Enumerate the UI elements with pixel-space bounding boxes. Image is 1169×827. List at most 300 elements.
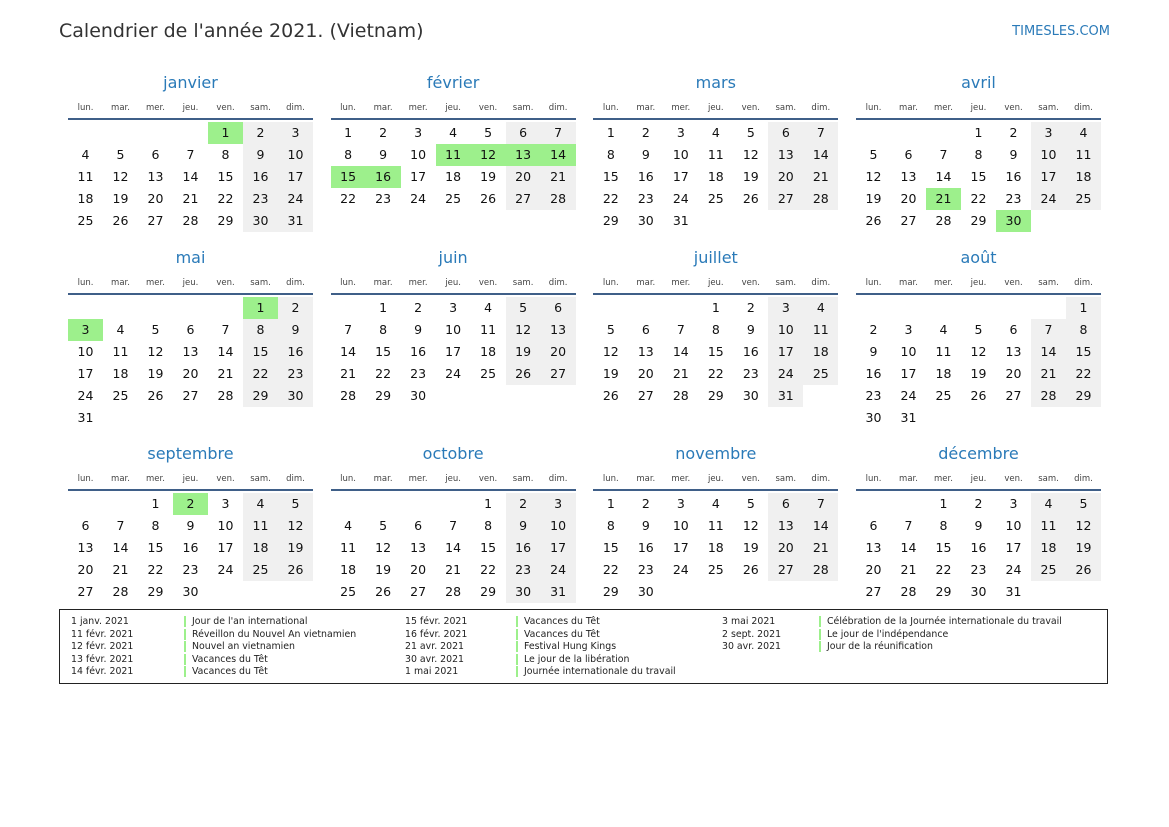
day-cell: 27 [410, 584, 427, 599]
day-cell: 8 [151, 518, 160, 533]
day-cell: 17 [550, 540, 567, 555]
day-cell: 19 [970, 366, 987, 381]
day-cell: 9 [186, 518, 195, 533]
weekday-label: dim. [811, 103, 831, 113]
day-cell: 1 [939, 496, 948, 511]
month-mai [68, 248, 313, 428]
day-cell: 23 [637, 191, 654, 206]
day-cell: 8 [484, 518, 493, 533]
day-cell: 23 [375, 191, 392, 206]
day-cell: 3 [1044, 125, 1053, 140]
day-cell: 25 [445, 191, 462, 206]
day-cell: 6 [641, 322, 650, 337]
day-cell: 28 [340, 388, 357, 403]
day-cell: 28 [1040, 388, 1057, 403]
day-cell: 20 [550, 344, 567, 359]
weekday-label: lun. [865, 103, 882, 113]
legend-holiday-name: Le jour de la libération [516, 654, 629, 665]
day-cell: 7 [554, 125, 563, 140]
day-cell: 10 [1040, 147, 1057, 162]
weekday-label: ven. [478, 278, 498, 288]
day-cell: 17 [410, 169, 427, 184]
day-cell: 19 [375, 562, 392, 577]
day-cell: 20 [637, 366, 654, 381]
weekday-label: mer. [146, 474, 165, 484]
day-cell: 26 [602, 388, 619, 403]
day-cell: 15 [147, 540, 164, 555]
day-cell: 10 [672, 147, 689, 162]
day-cell: 13 [637, 344, 654, 359]
holiday-day-cell: 2 [173, 493, 208, 515]
day-cell: 22 [707, 366, 724, 381]
day-cell: 24 [672, 562, 689, 577]
day-cell: 29 [147, 584, 164, 599]
holiday-day-cell: 11 [436, 144, 471, 166]
day-cell: 9 [869, 344, 878, 359]
header-rule [856, 293, 1101, 295]
weekday-header [593, 278, 838, 292]
day-cell: 8 [1079, 322, 1088, 337]
day-cell: 4 [256, 496, 265, 511]
day-cell: 25 [1075, 191, 1092, 206]
day-cell: 17 [287, 169, 304, 184]
holiday-legend [59, 609, 1108, 684]
day-cell: 10 [410, 147, 427, 162]
day-cell: 14 [935, 169, 952, 184]
legend-item [71, 629, 451, 642]
day-cell: 28 [812, 562, 829, 577]
weekday-label: jeu. [970, 103, 987, 113]
day-cell: 25 [812, 366, 829, 381]
day-cell: 2 [641, 496, 650, 511]
day-cell: 10 [900, 344, 917, 359]
day-cell: 7 [816, 496, 825, 511]
legend-date: 15 févr. 2021 [405, 616, 468, 627]
weekday-label: mar. [111, 278, 130, 288]
day-cell: 15 [970, 169, 987, 184]
weekday-label: dim. [1074, 474, 1093, 484]
day-cell: 19 [1075, 540, 1092, 555]
month-name: mars [695, 73, 736, 92]
day-cell: 11 [77, 169, 94, 184]
day-cell: 26 [375, 584, 392, 599]
day-cell: 2 [519, 496, 528, 511]
weekday-label: lun. [77, 474, 94, 484]
day-cell: 30 [410, 388, 427, 403]
weekday-label: sam. [512, 474, 534, 484]
day-cell: 29 [602, 213, 619, 228]
day-cell: 2 [641, 125, 650, 140]
weekday-label: lun. [340, 278, 357, 288]
day-cell: 9 [291, 322, 300, 337]
header-rule [68, 489, 313, 491]
weekday-label: dim. [286, 278, 305, 288]
day-cell: 15 [935, 540, 952, 555]
day-cell: 21 [340, 366, 357, 381]
day-cell: 14 [812, 518, 829, 533]
month-juillet [593, 248, 838, 428]
day-cell: 7 [1044, 322, 1053, 337]
weekday-label: mar. [636, 278, 656, 288]
day-cell: 5 [746, 125, 755, 140]
day-cell: 6 [869, 518, 878, 533]
weekday-header [856, 278, 1101, 292]
day-cell: 15 [602, 540, 619, 555]
weekday-label: lun. [865, 278, 882, 288]
day-cell: 24 [672, 191, 689, 206]
day-cell: 19 [602, 366, 619, 381]
day-cell: 22 [970, 191, 987, 206]
day-cell: 27 [147, 213, 164, 228]
day-cell: 18 [112, 366, 129, 381]
weekday-label: jeu. [445, 278, 461, 288]
weekday-label: mar. [111, 474, 130, 484]
day-cell: 25 [1040, 562, 1057, 577]
day-cell: 28 [217, 388, 234, 403]
day-cell: 28 [935, 213, 952, 228]
legend-item [405, 666, 785, 679]
day-cell: 28 [550, 191, 567, 206]
day-cell: 28 [182, 213, 199, 228]
day-cell: 11 [112, 344, 129, 359]
day-cell: 31 [550, 584, 567, 599]
day-cell: 13 [900, 169, 917, 184]
day-cell: 30 [287, 388, 304, 403]
weekday-label: mar. [899, 278, 918, 288]
day-cell: 4 [711, 496, 720, 511]
day-cell: 8 [256, 322, 265, 337]
weekday-label: sam. [775, 278, 797, 288]
day-cell: 20 [865, 562, 882, 577]
day-cell: 14 [812, 147, 829, 162]
month-janvier [68, 73, 313, 253]
day-cell: 19 [480, 169, 497, 184]
header-rule [593, 118, 838, 120]
day-cell: 24 [1040, 191, 1057, 206]
weekday-label: mar. [373, 103, 393, 113]
legend-date: 30 avr. 2021 [722, 641, 782, 653]
month-name: juillet [693, 248, 738, 267]
day-cell: 6 [81, 518, 90, 533]
day-cell: 18 [1040, 540, 1057, 555]
day-cell: 16 [637, 540, 654, 555]
weekday-label: ven. [741, 278, 760, 288]
day-cell: 3 [781, 300, 790, 315]
day-cell: 12 [865, 169, 882, 184]
day-cell: 11 [1040, 518, 1057, 533]
day-cell: 1 [1079, 300, 1088, 315]
legend-holiday-name: Festival Hung Kings [516, 641, 616, 652]
day-cell: 3 [414, 125, 423, 140]
month-juin [331, 248, 576, 428]
day-cell: 26 [147, 388, 164, 403]
weekday-label: ven. [741, 103, 760, 113]
day-cell: 27 [900, 213, 917, 228]
day-cell: 29 [480, 584, 497, 599]
day-cell: 13 [410, 540, 427, 555]
legend-holiday-name: Jour de la réunification [819, 641, 933, 652]
header-rule [331, 293, 576, 295]
legend-holiday-name: Journée internationale du travail [516, 666, 676, 677]
legend-date: 12 févr. 2021 [71, 641, 134, 653]
day-cell: 25 [77, 213, 94, 228]
day-cell: 15 [375, 344, 392, 359]
day-cell: 13 [777, 147, 794, 162]
day-cell: 19 [515, 344, 532, 359]
day-cell: 17 [77, 366, 94, 381]
weekday-label: dim. [1074, 278, 1093, 288]
header-rule [593, 293, 838, 295]
weekday-label: jeu. [970, 474, 987, 484]
day-cell: 16 [1005, 169, 1022, 184]
legend-holiday-name: Vacances du Têt [184, 666, 268, 677]
day-cell: 9 [974, 518, 983, 533]
day-cell: 26 [480, 191, 497, 206]
weekday-label: mer. [671, 278, 691, 288]
day-cell: 9 [1009, 147, 1018, 162]
day-cell: 10 [1005, 518, 1022, 533]
day-cell: 21 [550, 169, 567, 184]
month-name: octobre [422, 444, 484, 463]
day-cell: 30 [515, 584, 532, 599]
day-cell: 4 [1044, 496, 1053, 511]
day-cell: 31 [77, 410, 94, 425]
weekday-label: ven. [216, 103, 235, 113]
day-cell: 27 [515, 191, 532, 206]
day-cell: 7 [116, 518, 125, 533]
day-cell: 27 [777, 191, 794, 206]
day-cell: 7 [186, 147, 195, 162]
day-cell: 14 [112, 540, 129, 555]
day-cell: 30 [182, 584, 199, 599]
weekday-label: mer. [146, 278, 165, 288]
day-cell: 18 [812, 344, 829, 359]
day-cell: 1 [606, 125, 615, 140]
day-cell: 30 [865, 410, 882, 425]
day-cell: 20 [515, 169, 532, 184]
day-cell: 26 [287, 562, 304, 577]
day-cell: 18 [77, 191, 94, 206]
day-cell: 9 [746, 322, 755, 337]
day-cell: 3 [1009, 496, 1018, 511]
legend-holiday-name: Jour de l'an international [184, 616, 308, 627]
day-cell: 15 [217, 169, 234, 184]
site-link[interactable]: TIMESLES.COM [1012, 24, 1110, 39]
day-cell: 3 [449, 300, 458, 315]
weekday-label: mar. [636, 474, 656, 484]
day-cell: 20 [900, 191, 917, 206]
month-name: novembre [675, 444, 757, 463]
day-cell: 27 [865, 584, 882, 599]
day-cell: 19 [287, 540, 304, 555]
day-cell: 2 [974, 496, 983, 511]
day-cell: 12 [602, 344, 619, 359]
legend-column [71, 616, 451, 679]
day-cell: 13 [1005, 344, 1022, 359]
day-cell: 5 [291, 496, 300, 511]
month-novembre [593, 444, 838, 624]
day-cell: 21 [182, 191, 199, 206]
day-cell: 8 [344, 147, 353, 162]
day-cell: 3 [221, 496, 230, 511]
day-cell: 16 [287, 344, 304, 359]
legend-date: 30 avr. 2021 [405, 653, 465, 665]
day-cell: 25 [340, 584, 357, 599]
day-cell: 11 [935, 344, 952, 359]
month-août [856, 248, 1101, 428]
day-cell: 23 [182, 562, 199, 577]
day-cell: 10 [445, 322, 462, 337]
weekday-label: mar. [636, 103, 656, 113]
weekday-label: lun. [340, 474, 357, 484]
day-cell: 24 [1005, 562, 1022, 577]
legend-holiday-name: Vacances du Têt [516, 629, 600, 640]
day-cell: 29 [375, 388, 392, 403]
day-cell: 14 [900, 540, 917, 555]
day-cell: 27 [77, 584, 94, 599]
day-cell: 15 [1075, 344, 1092, 359]
day-cell: 3 [904, 322, 913, 337]
weekday-label: lun. [340, 103, 357, 113]
day-cell: 22 [602, 562, 619, 577]
day-cell: 30 [637, 584, 654, 599]
weekday-label: lun. [77, 103, 94, 113]
day-cell: 6 [519, 125, 528, 140]
day-cell: 3 [676, 496, 685, 511]
weekday-label: mer. [671, 474, 691, 484]
day-cell: 21 [900, 562, 917, 577]
day-cell: 11 [1075, 147, 1092, 162]
month-octobre [331, 444, 576, 624]
legend-date: 16 févr. 2021 [405, 628, 468, 640]
day-cell: 25 [112, 388, 129, 403]
day-cell: 1 [606, 496, 615, 511]
day-cell: 12 [112, 169, 129, 184]
weekday-header [856, 474, 1101, 488]
day-cell: 10 [77, 344, 94, 359]
day-cell: 12 [1075, 518, 1092, 533]
day-cell: 11 [707, 147, 724, 162]
weekday-label: ven. [478, 103, 498, 113]
day-cell: 4 [816, 300, 825, 315]
weekday-label: sam. [250, 278, 271, 288]
day-cell: 30 [970, 584, 987, 599]
header-rule [68, 293, 313, 295]
day-cell: 31 [900, 410, 917, 425]
day-cell: 6 [554, 300, 563, 315]
day-cell: 11 [340, 540, 357, 555]
legend-holiday-name: Vacances du Têt [516, 616, 600, 627]
day-cell: 30 [742, 388, 759, 403]
weekday-label: lun. [602, 474, 619, 484]
day-cell: 2 [869, 322, 878, 337]
day-cell: 26 [1075, 562, 1092, 577]
day-cell: 26 [970, 388, 987, 403]
day-cell: 22 [147, 562, 164, 577]
day-cell: 4 [939, 322, 948, 337]
month-name: janvier [163, 73, 218, 92]
weekday-label: sam. [1038, 474, 1059, 484]
day-cell: 18 [445, 169, 462, 184]
weekday-label: jeu. [707, 103, 724, 113]
day-cell: 13 [77, 540, 94, 555]
day-cell: 9 [519, 518, 528, 533]
day-cell: 17 [445, 344, 462, 359]
legend-date: 14 févr. 2021 [71, 666, 134, 678]
day-cell: 4 [1079, 125, 1088, 140]
day-cell: 16 [970, 540, 987, 555]
day-cell: 3 [291, 125, 300, 140]
day-cell: 6 [904, 147, 913, 162]
day-cell: 21 [217, 366, 234, 381]
holiday-day-cell: 15 [331, 166, 366, 188]
day-cell: 13 [865, 540, 882, 555]
legend-date: 1 janv. 2021 [71, 616, 129, 627]
weekday-label: mer. [408, 103, 428, 113]
day-cell: 29 [707, 388, 724, 403]
day-cell: 11 [252, 518, 269, 533]
day-cell: 10 [287, 147, 304, 162]
day-cell: 5 [869, 147, 878, 162]
day-cell: 18 [707, 540, 724, 555]
day-cell: 24 [217, 562, 234, 577]
day-cell: 29 [1075, 388, 1092, 403]
weekday-label: jeu. [182, 474, 199, 484]
month-name: juin [438, 248, 468, 267]
day-cell: 1 [344, 125, 353, 140]
legend-date: 1 mai 2021 [405, 666, 459, 678]
weekday-label: ven. [216, 278, 235, 288]
weekday-header [593, 103, 838, 117]
day-cell: 19 [112, 191, 129, 206]
day-cell: 14 [1040, 344, 1057, 359]
header-rule [331, 489, 576, 491]
day-cell: 7 [449, 518, 458, 533]
weekday-label: lun. [602, 103, 619, 113]
weekday-label: sam. [250, 103, 271, 113]
day-cell: 5 [379, 518, 388, 533]
day-cell: 27 [182, 388, 199, 403]
day-cell: 5 [974, 322, 983, 337]
legend-holiday-name: Célébration de la Journée internationale du travail [819, 616, 1062, 627]
day-cell: 12 [970, 344, 987, 359]
weekday-label: jeu. [445, 474, 461, 484]
month-mars [593, 73, 838, 253]
weekday-label: sam. [1038, 103, 1059, 113]
day-cell: 23 [410, 366, 427, 381]
day-cell: 5 [484, 125, 493, 140]
legend-date: 21 avr. 2021 [405, 641, 465, 653]
day-cell: 8 [379, 322, 388, 337]
weekday-label: mer. [671, 103, 691, 113]
day-cell: 23 [865, 388, 882, 403]
day-cell: 9 [256, 147, 265, 162]
month-name: avril [961, 73, 996, 92]
day-cell: 22 [252, 366, 269, 381]
day-cell: 31 [287, 213, 304, 228]
day-cell: 21 [1040, 366, 1057, 381]
weekday-label: mar. [373, 278, 393, 288]
header-rule [68, 118, 313, 120]
month-décembre [856, 444, 1101, 624]
day-cell: 22 [935, 562, 952, 577]
weekday-label: jeu. [970, 278, 987, 288]
legend-item [405, 654, 785, 667]
day-cell: 12 [375, 540, 392, 555]
day-cell: 6 [781, 125, 790, 140]
day-cell: 1 [484, 496, 493, 511]
day-cell: 20 [147, 191, 164, 206]
